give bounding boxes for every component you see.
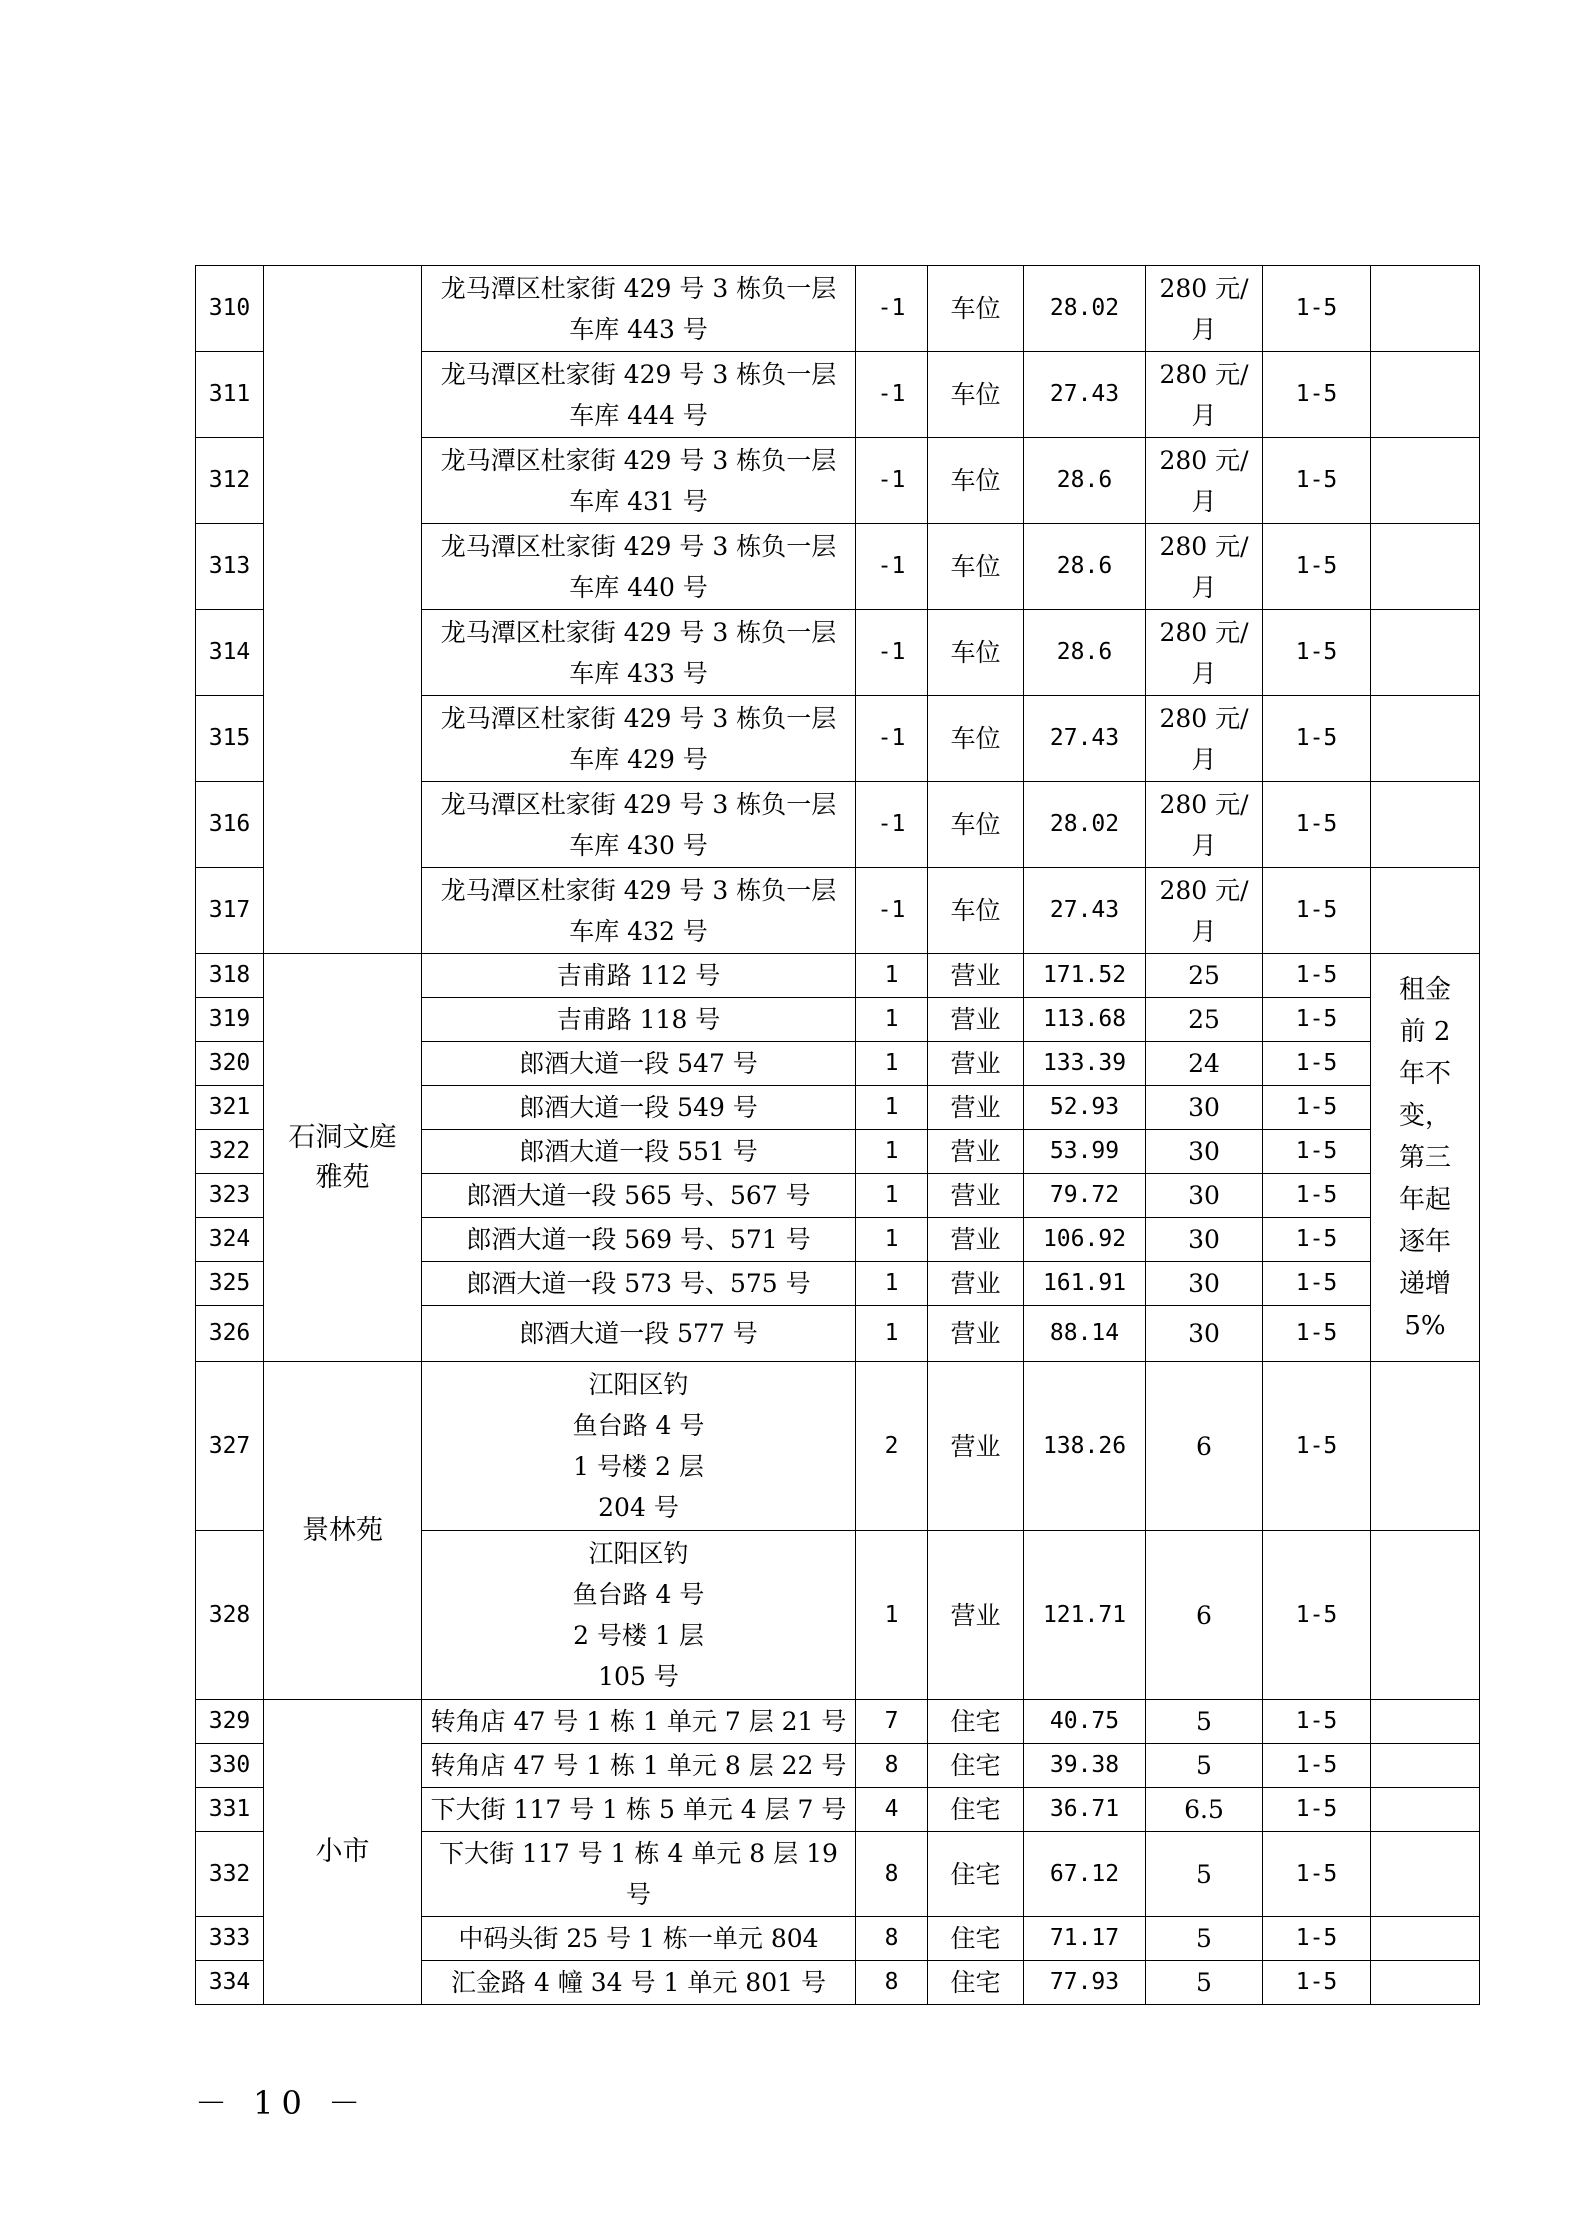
floor-cell: 4 [856, 1788, 928, 1832]
row-number-cell: 321 [196, 1086, 264, 1130]
address-cell [422, 868, 856, 954]
price-cell [1146, 1306, 1263, 1362]
address-line: 龙马潭区杜家街 429 号 3 栋负一层 [440, 273, 837, 303]
use-cell: 车位 [928, 352, 1024, 438]
term-cell: 1-5 [1263, 998, 1371, 1042]
use-cell: 营业 [928, 1262, 1024, 1306]
use-cell: 车位 [928, 266, 1024, 352]
address-line: 车库 429 号 [569, 744, 708, 774]
area-cell: 88.14 [1024, 1306, 1146, 1362]
price-cell [1146, 998, 1263, 1042]
price-line: 月 [1191, 572, 1217, 602]
address-line: 吉甫路 112 号 [556, 961, 721, 990]
address-line: 车库 433 号 [569, 658, 708, 688]
address-cell [422, 954, 856, 998]
note-cell-empty [1371, 1832, 1480, 1917]
price-line: 30 [1188, 1225, 1220, 1254]
price-cell [1146, 1917, 1263, 1961]
use-cell: 营业 [928, 998, 1024, 1042]
price-line: 280 元/ [1159, 531, 1249, 561]
address-line: 下大街 117 号 1 栋 4 单元 8 层 19 [439, 1839, 838, 1868]
address-line: 龙马潭区杜家街 429 号 3 栋负一层 [440, 703, 837, 733]
address-line: 车库 440 号 [569, 572, 708, 602]
term-cell: 1-5 [1263, 1788, 1371, 1832]
term-cell: 1-5 [1263, 610, 1371, 696]
use-cell: 营业 [928, 1218, 1024, 1262]
floor-cell: 1 [856, 1174, 928, 1218]
community-name-line: 雅苑 [315, 1161, 370, 1193]
price-line: 6 [1196, 1431, 1212, 1461]
term-cell: 1-5 [1263, 1130, 1371, 1174]
rent-note-cell [1371, 954, 1480, 1362]
address-cell [422, 1130, 856, 1174]
floor-cell: -1 [856, 868, 928, 954]
address-line: 汇金路 4 幢 34 号 1 单元 801 号 [451, 1968, 826, 1997]
use-cell: 营业 [928, 1086, 1024, 1130]
price-cell [1146, 438, 1263, 524]
address-line: 鱼台路 4 号 [572, 1580, 705, 1609]
term-cell: 1-5 [1263, 1531, 1371, 1700]
price-cell [1146, 1832, 1263, 1917]
address-line: 郎酒大道一段 549 号 [519, 1093, 758, 1122]
area-cell: 36.71 [1024, 1788, 1146, 1832]
address-line: 转角店 47 号 1 栋 1 单元 7 层 21 号 [430, 1707, 847, 1736]
address-line: 龙马潭区杜家街 429 号 3 栋负一层 [440, 359, 837, 389]
term-cell: 1-5 [1263, 954, 1371, 998]
address-line: 车库 431 号 [569, 486, 708, 516]
address-line: 车库 430 号 [569, 830, 708, 860]
term-cell: 1-5 [1263, 1832, 1371, 1917]
rent-note-line: 变， [1398, 1100, 1451, 1131]
row-number-cell: 329 [196, 1700, 264, 1744]
term-cell: 1-5 [1263, 868, 1371, 954]
area-cell: 138.26 [1024, 1362, 1146, 1531]
use-cell: 营业 [928, 1174, 1024, 1218]
price-line: 月 [1191, 658, 1217, 688]
price-cell [1146, 1042, 1263, 1086]
use-cell: 营业 [928, 1306, 1024, 1362]
price-cell [1146, 954, 1263, 998]
price-cell [1146, 1218, 1263, 1262]
rent-note-line: 逐年 [1398, 1226, 1451, 1257]
floor-cell: 7 [856, 1700, 928, 1744]
price-line: 月 [1191, 916, 1217, 946]
price-cell [1146, 1174, 1263, 1218]
price-cell [1146, 1130, 1263, 1174]
note-cell-empty [1371, 1362, 1480, 1531]
address-cell [422, 1174, 856, 1218]
term-cell: 1-5 [1263, 782, 1371, 868]
address-line: 龙马潭区杜家街 429 号 3 栋负一层 [440, 789, 837, 819]
price-cell [1146, 1788, 1263, 1832]
row-number-cell: 327 [196, 1362, 264, 1531]
row-number-cell: 313 [196, 524, 264, 610]
price-cell [1146, 1700, 1263, 1744]
area-cell: 71.17 [1024, 1917, 1146, 1961]
row-number-cell: 323 [196, 1174, 264, 1218]
price-line: 30 [1188, 1319, 1220, 1348]
area-cell: 40.75 [1024, 1700, 1146, 1744]
price-cell [1146, 266, 1263, 352]
term-cell: 1-5 [1263, 266, 1371, 352]
term-cell: 1-5 [1263, 1042, 1371, 1086]
property-table [195, 265, 1480, 2005]
price-line: 280 元/ [1159, 703, 1249, 733]
address-line: 转角店 47 号 1 栋 1 单元 8 层 22 号 [430, 1751, 847, 1780]
price-line: 6.5 [1184, 1795, 1224, 1824]
area-cell: 171.52 [1024, 954, 1146, 998]
area-cell: 106.92 [1024, 1218, 1146, 1262]
row-number-cell: 330 [196, 1744, 264, 1788]
address-cell [422, 1362, 856, 1531]
address-line: 郎酒大道一段 573 号、575 号 [466, 1269, 811, 1298]
community-name-line: 石洞文庭 [288, 1121, 397, 1153]
row-number-cell: 318 [196, 954, 264, 998]
address-cell [422, 696, 856, 782]
price-line: 25 [1188, 1005, 1220, 1034]
term-cell: 1-5 [1263, 696, 1371, 782]
address-cell [422, 1961, 856, 2005]
price-cell [1146, 1744, 1263, 1788]
price-line: 30 [1188, 1137, 1220, 1166]
area-cell: 28.6 [1024, 524, 1146, 610]
floor-cell: 1 [856, 1130, 928, 1174]
address-cell [422, 266, 856, 352]
area-cell: 28.02 [1024, 266, 1146, 352]
term-cell: 1-5 [1263, 1744, 1371, 1788]
floor-cell: -1 [856, 524, 928, 610]
address-cell [422, 352, 856, 438]
row-number-cell: 324 [196, 1218, 264, 1262]
price-line: 30 [1188, 1093, 1220, 1122]
term-cell: 1-5 [1263, 1700, 1371, 1744]
address-line: 车库 444 号 [569, 400, 708, 430]
row-number-cell: 312 [196, 438, 264, 524]
price-line: 280 元/ [1159, 273, 1249, 303]
term-cell: 1-5 [1263, 438, 1371, 524]
area-cell: 27.43 [1024, 868, 1146, 954]
price-line: 5 [1196, 1968, 1212, 1997]
term-cell: 1-5 [1263, 1306, 1371, 1362]
price-cell [1146, 1531, 1263, 1700]
floor-cell: 2 [856, 1362, 928, 1531]
price-cell [1146, 1262, 1263, 1306]
address-cell [422, 1788, 856, 1832]
use-cell: 车位 [928, 524, 1024, 610]
price-cell [1146, 1086, 1263, 1130]
address-cell [422, 1531, 856, 1700]
row-number-cell: 310 [196, 266, 264, 352]
address-line: 下大街 117 号 1 栋 5 单元 4 层 7 号 [430, 1795, 847, 1824]
price-line: 30 [1188, 1181, 1220, 1210]
address-cell [422, 610, 856, 696]
address-cell [422, 1306, 856, 1362]
address-line: 车库 443 号 [569, 314, 708, 344]
address-cell [422, 1832, 856, 1917]
area-cell: 79.72 [1024, 1174, 1146, 1218]
floor-cell: 1 [856, 1531, 928, 1700]
address-line: 郎酒大道一段 551 号 [519, 1137, 758, 1166]
price-cell [1146, 352, 1263, 438]
address-line: 郎酒大道一段 565 号、567 号 [466, 1181, 811, 1210]
area-cell: 77.93 [1024, 1961, 1146, 2005]
price-line: 5 [1196, 1924, 1212, 1953]
rent-note-line: 年不 [1398, 1058, 1451, 1089]
area-cell: 53.99 [1024, 1130, 1146, 1174]
use-cell: 车位 [928, 610, 1024, 696]
term-cell: 1-5 [1263, 1262, 1371, 1306]
price-line: 24 [1188, 1049, 1220, 1078]
row-number-cell: 315 [196, 696, 264, 782]
note-cell-empty [1371, 868, 1480, 954]
area-cell: 28.6 [1024, 438, 1146, 524]
floor-cell: -1 [856, 696, 928, 782]
row-number-cell: 325 [196, 1262, 264, 1306]
use-cell: 营业 [928, 1130, 1024, 1174]
area-cell: 161.91 [1024, 1262, 1146, 1306]
address-line: 车库 432 号 [569, 916, 708, 946]
address-cell [422, 1917, 856, 1961]
rent-note-line: 前 2 [1399, 1016, 1451, 1047]
rent-note-line: 第三 [1398, 1142, 1451, 1173]
price-line: 月 [1191, 400, 1217, 430]
area-cell: 27.43 [1024, 352, 1146, 438]
area-cell: 121.71 [1024, 1531, 1146, 1700]
price-line: 5 [1196, 1751, 1212, 1780]
address-line: 吉甫路 118 号 [556, 1005, 721, 1034]
address-line: 1 号楼 2 层 [573, 1452, 704, 1481]
page-number: － 10 － [195, 2084, 369, 2122]
floor-cell: 1 [856, 1218, 928, 1262]
community-cell-shidong [264, 954, 422, 1362]
price-cell [1146, 782, 1263, 868]
note-cell-empty [1371, 352, 1480, 438]
address-cell [422, 1218, 856, 1262]
row-number-cell: 328 [196, 1531, 264, 1700]
use-cell: 住宅 [928, 1788, 1024, 1832]
address-line: 204 号 [598, 1493, 679, 1522]
note-cell-empty [1371, 782, 1480, 868]
use-cell: 车位 [928, 868, 1024, 954]
price-line: 280 元/ [1159, 789, 1249, 819]
note-cell-empty [1371, 610, 1480, 696]
area-cell: 28.6 [1024, 610, 1146, 696]
price-line: 5 [1196, 1707, 1212, 1736]
price-cell [1146, 868, 1263, 954]
address-cell [422, 1042, 856, 1086]
area-cell: 52.93 [1024, 1086, 1146, 1130]
row-number-cell: 317 [196, 868, 264, 954]
rent-note-line: 递增 [1398, 1268, 1451, 1299]
use-cell: 住宅 [928, 1832, 1024, 1917]
floor-cell: 1 [856, 954, 928, 998]
address-cell [422, 782, 856, 868]
address-cell [422, 524, 856, 610]
price-line: 25 [1188, 961, 1220, 990]
use-cell: 住宅 [928, 1961, 1024, 2005]
use-cell: 营业 [928, 1362, 1024, 1531]
price-line: 月 [1191, 744, 1217, 774]
price-line: 6 [1196, 1600, 1212, 1630]
price-line: 30 [1188, 1269, 1220, 1298]
use-cell: 营业 [928, 1531, 1024, 1700]
area-cell: 113.68 [1024, 998, 1146, 1042]
price-line: 月 [1191, 486, 1217, 516]
use-cell: 住宅 [928, 1917, 1024, 1961]
floor-cell: 8 [856, 1832, 928, 1917]
note-cell-empty [1371, 1744, 1480, 1788]
row-number-cell: 334 [196, 1961, 264, 2005]
price-cell [1146, 1961, 1263, 2005]
row-number-cell: 311 [196, 352, 264, 438]
use-cell: 营业 [928, 1042, 1024, 1086]
use-cell: 住宅 [928, 1700, 1024, 1744]
area-cell: 133.39 [1024, 1042, 1146, 1086]
floor-cell: -1 [856, 438, 928, 524]
table-row [196, 1362, 1480, 1531]
price-line: 280 元/ [1159, 875, 1249, 905]
row-number-cell: 316 [196, 782, 264, 868]
floor-cell: 1 [856, 1042, 928, 1086]
address-line: 郎酒大道一段 547 号 [519, 1049, 758, 1078]
address-cell [422, 438, 856, 524]
floor-cell: -1 [856, 352, 928, 438]
address-cell [422, 998, 856, 1042]
address-line: 龙马潭区杜家街 429 号 3 栋负一层 [440, 445, 837, 475]
note-cell-empty [1371, 1788, 1480, 1832]
address-cell [422, 1744, 856, 1788]
floor-cell: -1 [856, 266, 928, 352]
use-cell: 车位 [928, 782, 1024, 868]
address-cell [422, 1700, 856, 1744]
floor-cell: 1 [856, 1086, 928, 1130]
address-line: 江阳区钓 [588, 1370, 689, 1399]
note-cell-empty [1371, 1700, 1480, 1744]
rent-note-line: 5% [1404, 1310, 1446, 1341]
note-cell-empty [1371, 1917, 1480, 1961]
term-cell: 1-5 [1263, 1961, 1371, 2005]
row-number-cell: 319 [196, 998, 264, 1042]
price-cell [1146, 610, 1263, 696]
row-number-cell: 331 [196, 1788, 264, 1832]
address-line: 龙马潭区杜家街 429 号 3 栋负一层 [440, 617, 837, 647]
price-line: 280 元/ [1159, 617, 1249, 647]
area-cell: 28.02 [1024, 782, 1146, 868]
table-row [196, 266, 1480, 352]
row-number-cell: 326 [196, 1306, 264, 1362]
use-cell: 住宅 [928, 1744, 1024, 1788]
address-cell [422, 1262, 856, 1306]
area-cell: 67.12 [1024, 1832, 1146, 1917]
term-cell: 1-5 [1263, 352, 1371, 438]
address-line: 鱼台路 4 号 [572, 1411, 705, 1440]
note-cell-empty [1371, 696, 1480, 782]
address-line: 号 [625, 1880, 651, 1909]
rent-note-line: 年起 [1398, 1184, 1451, 1215]
floor-cell: 1 [856, 1306, 928, 1362]
floor-cell: 8 [856, 1744, 928, 1788]
floor-cell: 1 [856, 1262, 928, 1306]
address-line: 龙马潭区杜家街 429 号 3 栋负一层 [440, 531, 837, 561]
price-line: 280 元/ [1159, 445, 1249, 475]
address-line: 江阳区钓 [588, 1539, 689, 1568]
note-cell-empty [1371, 438, 1480, 524]
row-number-cell: 333 [196, 1917, 264, 1961]
price-line: 月 [1191, 314, 1217, 344]
floor-cell: -1 [856, 610, 928, 696]
row-number-cell: 314 [196, 610, 264, 696]
price-line: 月 [1191, 830, 1217, 860]
floor-cell: -1 [856, 782, 928, 868]
note-cell-empty [1371, 1961, 1480, 2005]
term-cell: 1-5 [1263, 1917, 1371, 1961]
price-cell [1146, 696, 1263, 782]
community-cell-blank [264, 266, 422, 954]
row-number-cell: 320 [196, 1042, 264, 1086]
area-cell: 27.43 [1024, 696, 1146, 782]
price-cell [1146, 1362, 1263, 1531]
address-line: 中码头街 25 号 1 栋一单元 804 [458, 1924, 819, 1953]
row-number-cell: 332 [196, 1832, 264, 1917]
floor-cell: 8 [856, 1917, 928, 1961]
address-line: 郎酒大道一段 577 号 [519, 1319, 758, 1348]
price-line: 280 元/ [1159, 359, 1249, 389]
term-cell: 1-5 [1263, 1362, 1371, 1531]
note-cell-empty [1371, 524, 1480, 610]
table-row [196, 1700, 1480, 1744]
use-cell: 车位 [928, 696, 1024, 782]
term-cell: 1-5 [1263, 1174, 1371, 1218]
community-cell-jinglin: 景林苑 [264, 1362, 422, 1700]
address-cell [422, 1086, 856, 1130]
price-cell [1146, 524, 1263, 610]
community-cell-xiaoshi: 小市 [264, 1700, 422, 2005]
price-line: 5 [1196, 1859, 1212, 1889]
row-number-cell: 322 [196, 1130, 264, 1174]
term-cell: 1-5 [1263, 524, 1371, 610]
rent-note-line: 租金 [1398, 974, 1451, 1005]
address-line: 龙马潭区杜家街 429 号 3 栋负一层 [440, 875, 837, 905]
floor-cell: 1 [856, 998, 928, 1042]
area-cell: 39.38 [1024, 1744, 1146, 1788]
term-cell: 1-5 [1263, 1086, 1371, 1130]
note-cell-empty [1371, 266, 1480, 352]
address-line: 2 号楼 1 层 [573, 1621, 704, 1650]
use-cell: 营业 [928, 954, 1024, 998]
floor-cell: 8 [856, 1961, 928, 2005]
table-row [196, 954, 1480, 998]
term-cell: 1-5 [1263, 1218, 1371, 1262]
address-line: 郎酒大道一段 569 号、571 号 [466, 1225, 811, 1254]
address-line: 105 号 [598, 1662, 679, 1691]
note-cell-empty [1371, 1531, 1480, 1700]
use-cell: 车位 [928, 438, 1024, 524]
